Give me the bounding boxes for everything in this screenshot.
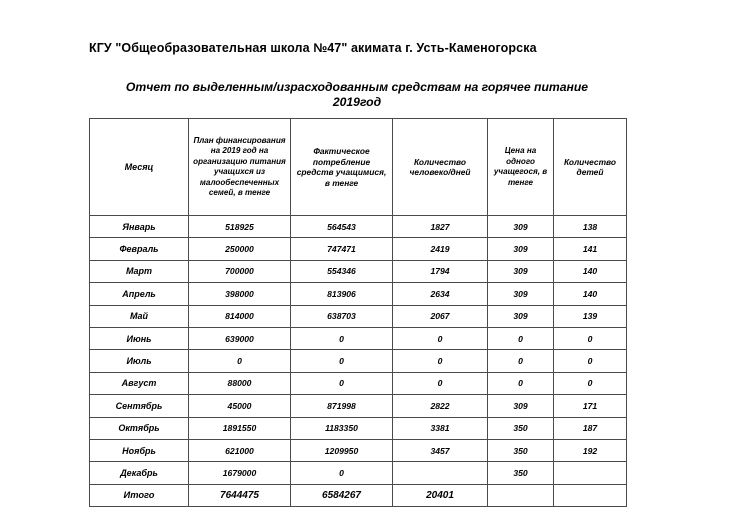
cell-persondays: 0	[393, 350, 488, 372]
cell-month: Апрель	[90, 283, 189, 305]
cell-children: 171	[554, 395, 627, 417]
cell-persondays: 2419	[393, 238, 488, 260]
cell-month: Сентябрь	[90, 395, 189, 417]
cell-month: Октябрь	[90, 417, 189, 439]
cell-plan: 250000	[189, 238, 291, 260]
table-row	[90, 372, 627, 394]
cell-persondays: 3381	[393, 417, 488, 439]
cell-persondays: 3457	[393, 439, 488, 461]
table-header	[90, 119, 627, 216]
table-row	[90, 439, 627, 461]
cell-children: 0	[554, 350, 627, 372]
cell-plan: 1891550	[189, 417, 291, 439]
table-row	[90, 350, 627, 372]
cell-price: 350	[488, 439, 554, 461]
cell-plan: 1679000	[189, 462, 291, 484]
cell-plan: 88000	[189, 372, 291, 394]
cell-children: 140	[554, 260, 627, 282]
cell-actual: 0	[291, 462, 393, 484]
cell-price: 0	[488, 327, 554, 349]
cell-price: 0	[488, 372, 554, 394]
cell-actual: 1183350	[291, 417, 393, 439]
cell-month: Май	[90, 305, 189, 327]
cell-plan: 45000	[189, 395, 291, 417]
cell-price: 309	[488, 238, 554, 260]
report-subtitle-line1: Отчет по выделенным/израсходованным средствам на горячее питание	[125, 80, 589, 94]
cell-plan: 639000	[189, 327, 291, 349]
column-header-price: Цена на одного учащегося, в тенге	[488, 119, 554, 216]
cell-children: 0	[554, 372, 627, 394]
cell-price: 309	[488, 260, 554, 282]
cell-persondays: 2067	[393, 305, 488, 327]
cell-plan: 621000	[189, 439, 291, 461]
cell-month: Январь	[90, 216, 189, 238]
cell-month: Июнь	[90, 327, 189, 349]
cell-price: 309	[488, 216, 554, 238]
table-body	[90, 216, 627, 507]
cell-persondays: 0	[393, 372, 488, 394]
cell-persondays: 2822	[393, 395, 488, 417]
cell-children: 139	[554, 305, 627, 327]
cell-price: 309	[488, 305, 554, 327]
cell-persondays: 0	[393, 327, 488, 349]
table-row	[90, 260, 627, 282]
column-header-actual: Фактическое потребление средств учащимися, в тенге	[291, 119, 393, 216]
cell-price: 309	[488, 395, 554, 417]
organization-title: КГУ "Общеобразовательная школа №47" акимата г. Усть-Каменогорска	[89, 41, 537, 55]
table-row	[90, 417, 627, 439]
cell-actual: 638703	[291, 305, 393, 327]
cell-children	[554, 484, 627, 506]
table-header-row	[90, 119, 627, 216]
cell-price	[488, 484, 554, 506]
table-row	[90, 395, 627, 417]
cell-actual: 871998	[291, 395, 393, 417]
table-row	[90, 462, 627, 484]
report-subtitle-year: 2019год	[332, 95, 382, 109]
cell-price: 350	[488, 462, 554, 484]
cell-actual: 564543	[291, 216, 393, 238]
cell-children: 141	[554, 238, 627, 260]
cell-children: 138	[554, 216, 627, 238]
cell-actual: 0	[291, 350, 393, 372]
cell-plan: 518925	[189, 216, 291, 238]
cell-children	[554, 462, 627, 484]
cell-plan: 7644475	[189, 484, 291, 506]
cell-month: Декабрь	[90, 462, 189, 484]
cell-plan: 0	[189, 350, 291, 372]
cell-month: Март	[90, 260, 189, 282]
cell-actual: 6584267	[291, 484, 393, 506]
cell-persondays: 20401	[393, 484, 488, 506]
cell-plan: 814000	[189, 305, 291, 327]
cell-month: Июль	[90, 350, 189, 372]
report-subtitle	[89, 80, 625, 110]
cell-plan: 398000	[189, 283, 291, 305]
cell-children: 187	[554, 417, 627, 439]
cell-actual: 0	[291, 327, 393, 349]
cell-month: Февраль	[90, 238, 189, 260]
cell-persondays: 1794	[393, 260, 488, 282]
cell-month: Ноябрь	[90, 439, 189, 461]
cell-actual: 813906	[291, 283, 393, 305]
cell-month: Итого	[90, 484, 189, 506]
cell-persondays	[393, 462, 488, 484]
column-header-plan: План финансирования на 2019 год на организацию питания учащихся из малообеспеченных семей, в тенге	[189, 119, 291, 216]
table-row	[90, 327, 627, 349]
cell-persondays: 2634	[393, 283, 488, 305]
cell-price: 350	[488, 417, 554, 439]
table-row	[90, 283, 627, 305]
cell-price: 309	[488, 283, 554, 305]
cell-children: 192	[554, 439, 627, 461]
cell-actual: 1209950	[291, 439, 393, 461]
cell-children: 0	[554, 327, 627, 349]
funding-report-table	[89, 118, 627, 507]
cell-persondays: 1827	[393, 216, 488, 238]
cell-children: 140	[554, 283, 627, 305]
column-header-persondays: Количество человеко/дней	[393, 119, 488, 216]
cell-price: 0	[488, 350, 554, 372]
table-row	[90, 238, 627, 260]
column-header-month: Месяц	[90, 119, 189, 216]
cell-actual: 0	[291, 372, 393, 394]
table-row	[90, 305, 627, 327]
table-total-row	[90, 484, 627, 506]
cell-actual: 747471	[291, 238, 393, 260]
table-row	[90, 216, 627, 238]
column-header-children: Количество детей	[554, 119, 627, 216]
cell-actual: 554346	[291, 260, 393, 282]
cell-plan: 700000	[189, 260, 291, 282]
cell-month: Август	[90, 372, 189, 394]
